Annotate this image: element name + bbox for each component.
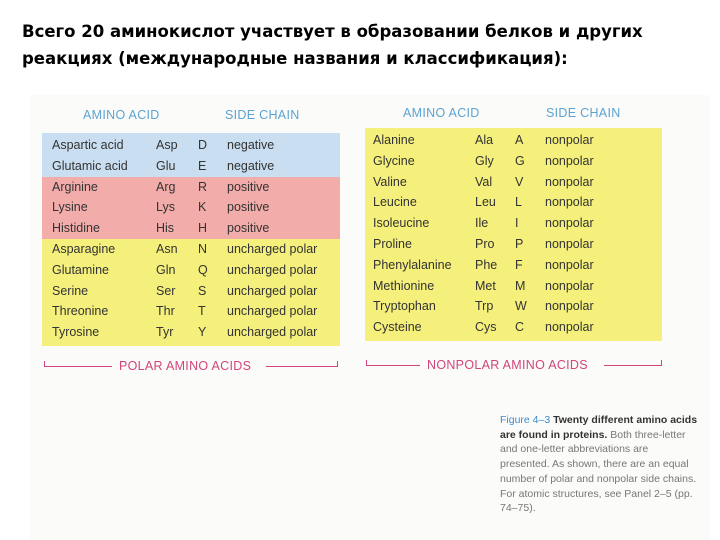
header-amino-acid-nonpolar: AMINO ACID: [403, 106, 480, 120]
cell-abbr1: V: [515, 174, 524, 189]
cell-abbr3: Met: [475, 278, 496, 293]
cell-side: nonpolar: [545, 278, 594, 293]
polar-footer: POLAR AMINO ACIDS: [119, 359, 252, 373]
cell-name: Glutamine: [52, 262, 109, 277]
cell-abbr3: Asp: [156, 138, 178, 152]
cell-abbr1: I: [515, 216, 519, 231]
cell-side: nonpolar: [545, 299, 594, 314]
cell-abbr1: M: [515, 278, 526, 293]
cell-name: Glutamic acid: [52, 158, 128, 173]
table-row: [42, 177, 340, 198]
cell-abbr1: D: [198, 138, 208, 152]
cell-abbr3: Val: [475, 174, 493, 189]
table-row: [42, 281, 340, 302]
table-row: [365, 213, 662, 234]
table-row: [365, 317, 662, 341]
slide-title: Всего 20 аминокислот участвует в образовании белков и других реакциях (международные названия и классификация):: [22, 22, 643, 68]
cell-abbr3: Ser: [156, 283, 176, 298]
table-row: [42, 197, 340, 218]
table-row: [42, 133, 340, 156]
table-row: [42, 322, 340, 346]
cell-abbr1: T: [198, 304, 206, 319]
cell-abbr3: Ala: [475, 133, 494, 147]
cell-abbr1: Y: [198, 325, 207, 340]
caption-figure-number: Figure 4–3: [500, 414, 551, 426]
polar-bracket-left: [44, 366, 112, 367]
table-row: [365, 192, 662, 213]
cell-abbr1: E: [198, 158, 207, 173]
header-side-chain-polar: SIDE CHAIN: [225, 108, 300, 122]
table-row: [365, 255, 662, 276]
header-amino-acid-polar: AMINO ACID: [83, 108, 160, 122]
cell-name: Asparagine: [52, 242, 116, 256]
cell-name: Phenylalanine: [373, 257, 452, 272]
polar-table: [42, 133, 340, 345]
cell-name: Isoleucine: [373, 216, 430, 231]
cell-side: nonpolar: [545, 320, 594, 335]
header-side-chain-nonpolar: SIDE CHAIN: [546, 106, 621, 120]
cell-abbr3: Phe: [475, 257, 498, 272]
table-row: [42, 260, 340, 281]
nonpolar-table: [365, 128, 662, 342]
cell-abbr1: N: [198, 242, 208, 256]
table-row: [42, 218, 340, 239]
caption-bold: Twenty different amino acids are found in proteins.: [500, 414, 698, 441]
cell-abbr1: L: [515, 195, 522, 210]
table-row: [365, 151, 662, 172]
caption-text: Both three-letter and one-letter abbreviations are presented. As shown, there are an equal number of polar and nonpolar side chains. For atomic structures, see Panel 2–5 (pp. 74–75).: [500, 428, 697, 515]
cell-name: Cysteine: [373, 320, 422, 335]
bracket-tick: [44, 361, 45, 367]
cell-abbr1: Q: [198, 262, 208, 277]
cell-name: Histidine: [52, 221, 100, 236]
table-row: [42, 239, 340, 260]
cell-name: Methionine: [373, 278, 435, 293]
cell-abbr3: Ile: [475, 216, 489, 231]
cell-abbr1: A: [515, 133, 524, 147]
cell-name: Tryptophan: [373, 299, 436, 314]
cell-side: positive: [227, 179, 270, 194]
nonpolar-bracket-left: [366, 365, 420, 366]
cell-side: uncharged polar: [227, 283, 318, 298]
bracket-tick: [337, 361, 338, 367]
cell-abbr3: Lys: [156, 200, 175, 215]
cell-side: nonpolar: [545, 237, 594, 251]
figure-caption: [500, 413, 700, 516]
bracket-tick: [661, 360, 662, 366]
nonpolar-footer: NONPOLAR AMINO ACIDS: [427, 358, 588, 372]
cell-abbr3: Arg: [156, 179, 176, 194]
cell-side: uncharged polar: [227, 262, 318, 277]
nonpolar-bracket-right: [604, 365, 662, 366]
cell-side: nonpolar: [545, 195, 594, 210]
cell-name: Leucine: [373, 195, 417, 210]
cell-name: Arginine: [52, 179, 98, 194]
cell-side: negative: [227, 158, 275, 173]
cell-side: nonpolar: [545, 216, 594, 231]
table-row: [42, 156, 340, 177]
cell-abbr3: Cys: [475, 320, 497, 335]
cell-name: Proline: [373, 237, 412, 251]
cell-side: nonpolar: [545, 153, 594, 168]
cell-abbr1: F: [515, 257, 523, 272]
cell-side: nonpolar: [545, 174, 594, 189]
cell-abbr3: Pro: [475, 237, 495, 251]
table-row: [365, 296, 662, 317]
cell-name: Tyrosine: [52, 325, 100, 340]
table-row: [365, 276, 662, 297]
table-row: [365, 128, 662, 151]
table-row: [365, 234, 662, 255]
cell-side: uncharged polar: [227, 325, 318, 340]
cell-abbr3: Gln: [156, 262, 176, 277]
cell-name: Alanine: [373, 133, 415, 147]
cell-name: Threonine: [52, 304, 109, 319]
cell-abbr3: Leu: [475, 195, 496, 210]
cell-name: Valine: [373, 174, 407, 189]
cell-abbr1: P: [515, 237, 524, 251]
cell-name: Aspartic acid: [52, 138, 124, 152]
cell-abbr3: Asn: [156, 242, 178, 256]
cell-abbr3: His: [156, 221, 175, 236]
cell-side: uncharged polar: [227, 304, 318, 319]
cell-name: Lysine: [52, 200, 88, 215]
cell-abbr3: Trp: [475, 299, 494, 314]
cell-abbr3: Thr: [156, 304, 175, 319]
polar-bracket-right: [266, 366, 338, 367]
cell-name: Glycine: [373, 153, 415, 168]
cell-side: nonpolar: [545, 133, 594, 147]
table-row: [365, 172, 662, 193]
cell-side: nonpolar: [545, 257, 594, 272]
cell-side: positive: [227, 221, 270, 236]
cell-abbr3: Gly: [475, 153, 494, 168]
cell-abbr1: K: [198, 200, 207, 215]
cell-abbr1: W: [515, 299, 527, 314]
cell-abbr1: S: [198, 283, 207, 298]
cell-abbr3: Tyr: [156, 325, 174, 340]
table-row: [42, 301, 340, 322]
cell-name: Serine: [52, 283, 89, 298]
cell-abbr1: H: [198, 221, 208, 236]
cell-abbr1: G: [515, 153, 525, 168]
cell-abbr3: Glu: [156, 158, 176, 173]
cell-side: uncharged polar: [227, 242, 318, 256]
cell-abbr1: R: [198, 179, 208, 194]
cell-side: negative: [227, 138, 275, 152]
cell-side: positive: [227, 200, 270, 215]
cell-abbr1: C: [515, 320, 525, 335]
bracket-tick: [366, 360, 367, 366]
